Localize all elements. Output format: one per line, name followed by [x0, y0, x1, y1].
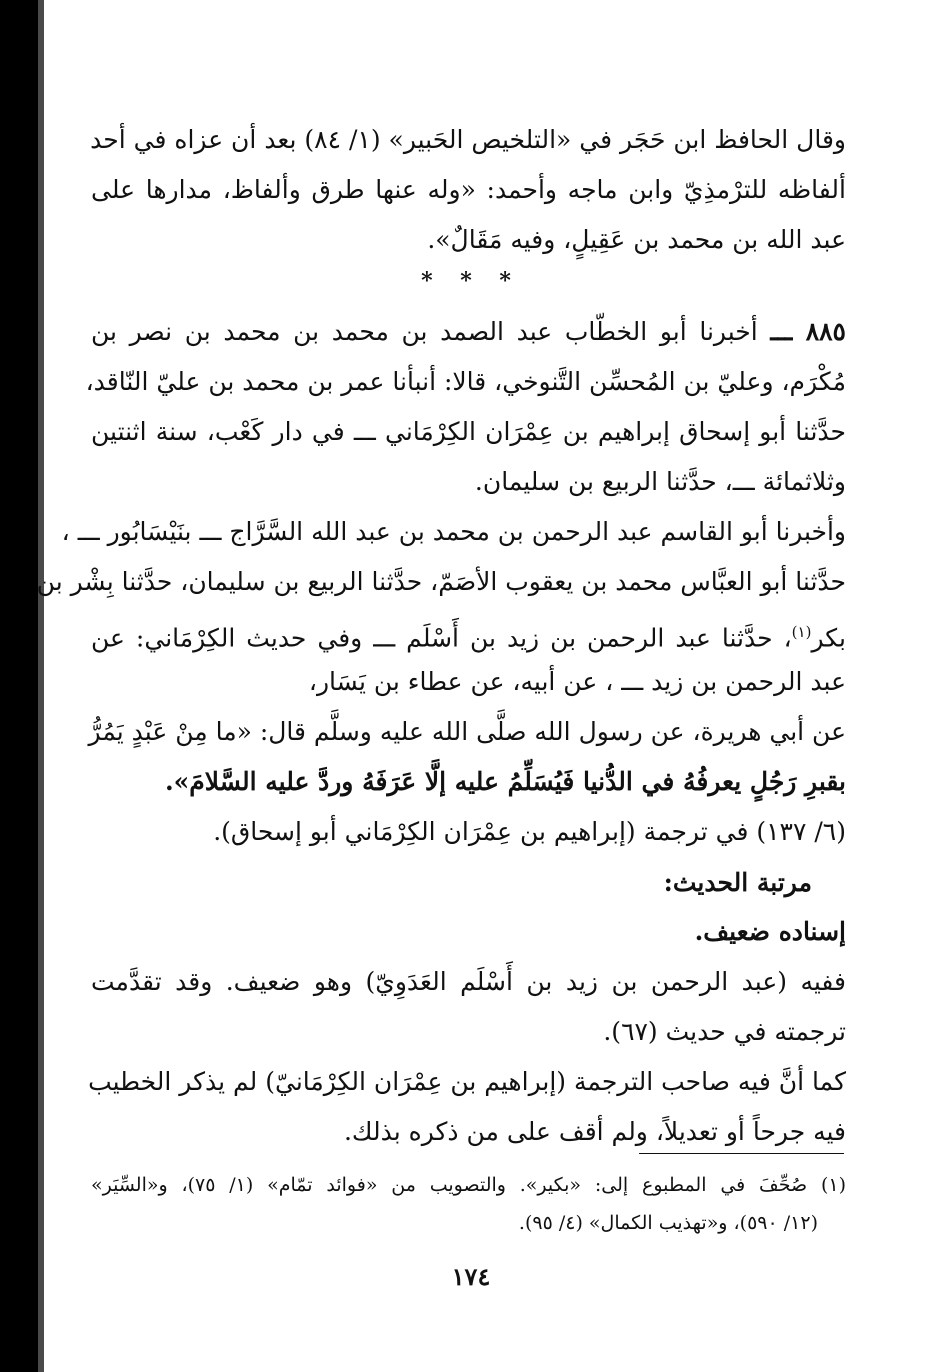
footnote-line: (١) صُحِّفَ في المطبوع إلى: «بكير». والتصويب من «فوائد تمّام» (١/ ٧٥)، و«السِّيَر» [91, 1174, 846, 1196]
text-span: بكر [811, 623, 846, 653]
text-line: فيه جرحاً أو تعديلاً، ولم أقف على من ذكره بذلك. [343, 1117, 846, 1146]
text-line: وقال الحافظ ابن حَجَر في «التلخيص الحَبير» (١/ ٨٤) بعد أن عزاه في أحد [90, 125, 846, 154]
text-line: كما أنَّ فيه صاحب الترجمة (إبراهيم بن عِمْرَان الكِرْمَانيّ) لم يذكر الخطيب [88, 1067, 846, 1096]
page-number: ١٧٤ [451, 1262, 491, 1291]
text-line: عبد الرحمن بن زيد ـــ ، عن أبيه، عن عطاء بن يَسَار، [308, 667, 846, 696]
text-line: ألفاظه للترْمذِيّ وابن ماجه وأحمد: «وله عنها طرق وألفاظ، مدارها على [91, 175, 846, 204]
text-line: ففيه (عبد الرحمن بن زيد بن أَسْلَم العَدَوِيّ) وهو ضعيف. وقد تقدَّمت [91, 967, 846, 996]
text-line: عبد الله بن محمد بن عَقِيلٍ، وفيه مَقَالٌ». [427, 225, 846, 254]
scan-edge-gutter [38, 0, 44, 1372]
text-line: وأخبرنا أبو القاسم عبد الرحمن بن محمد بن عبد الله السَّرَّاج ـــ بنَيْسَابُور ـــ ، [61, 517, 846, 546]
text-line [91, 307, 846, 357]
text-line [91, 607, 846, 657]
hadith-text-line: بقبرِ رَجُلٍ يعرفُهُ في الدُّنيا فَيُسَلِّمُ عليه إلَّا عَرَفَهُ وردَّ عليه السَّلامَ». [164, 767, 846, 796]
text-span: ، حدَّثنا عبد الرحمن بن زيد بن أَسْلَم ـــ وفي حديث الكِرْمَاني: عن [91, 623, 792, 653]
scan-edge-shadow [0, 0, 38, 1372]
grade-text: إسناده ضعيف. [694, 917, 846, 946]
footnote-marker: (١) [791, 623, 812, 641]
hadith-number: ٨٨٥ ـــ [770, 317, 846, 346]
text-line: حدَّثنا أبو إسحاق إبراهيم بن عِمْرَان الكِرْمَاني ـــ في دار كَعْب، سنة اثنتين [91, 417, 846, 446]
section-heading: مرتبة الحديث: [663, 868, 812, 897]
text-line: ترجمته في حديث (٦٧). [603, 1017, 846, 1046]
text-span: أخبرنا أبو الخطّاب عبد الصمد بن محمد بن محمد بن نصر بن [91, 317, 758, 346]
text-line: عن أبي هريرة، عن رسول الله صلَّى الله عليه وسلَّم قال: «ما مِنْ عَبْدٍ يَمُرُّ [88, 717, 846, 746]
footnote-line: (١٢/ ٥٩٠)، و«تهذيب الكمال» (٤/ ٩٥). [518, 1212, 818, 1234]
text-line: مُكْرَم، وعليّ بن المُحسِّن التَّنوخي، قالا: أنبأنا عمر بن محمد بن عليّ النّاقد، [85, 367, 846, 396]
citation: (٦/ ١٣٧) في ترجمة (إبراهيم بن عِمْرَان الكِرْمَاني أبو إسحاق). [213, 817, 846, 846]
section-separator: * * * [421, 268, 521, 294]
text-line: وثلاثمائة ـــ، حدَّثنا الربيع بن سليمان. [474, 467, 846, 496]
footnote-rule [639, 1153, 844, 1154]
text-line: حدَّثنا أبو العبَّاس محمد بن يعقوب الأصَمّ، حدَّثنا الربيع بن سليمان، حدَّثنا بِشْر بن [36, 567, 846, 596]
